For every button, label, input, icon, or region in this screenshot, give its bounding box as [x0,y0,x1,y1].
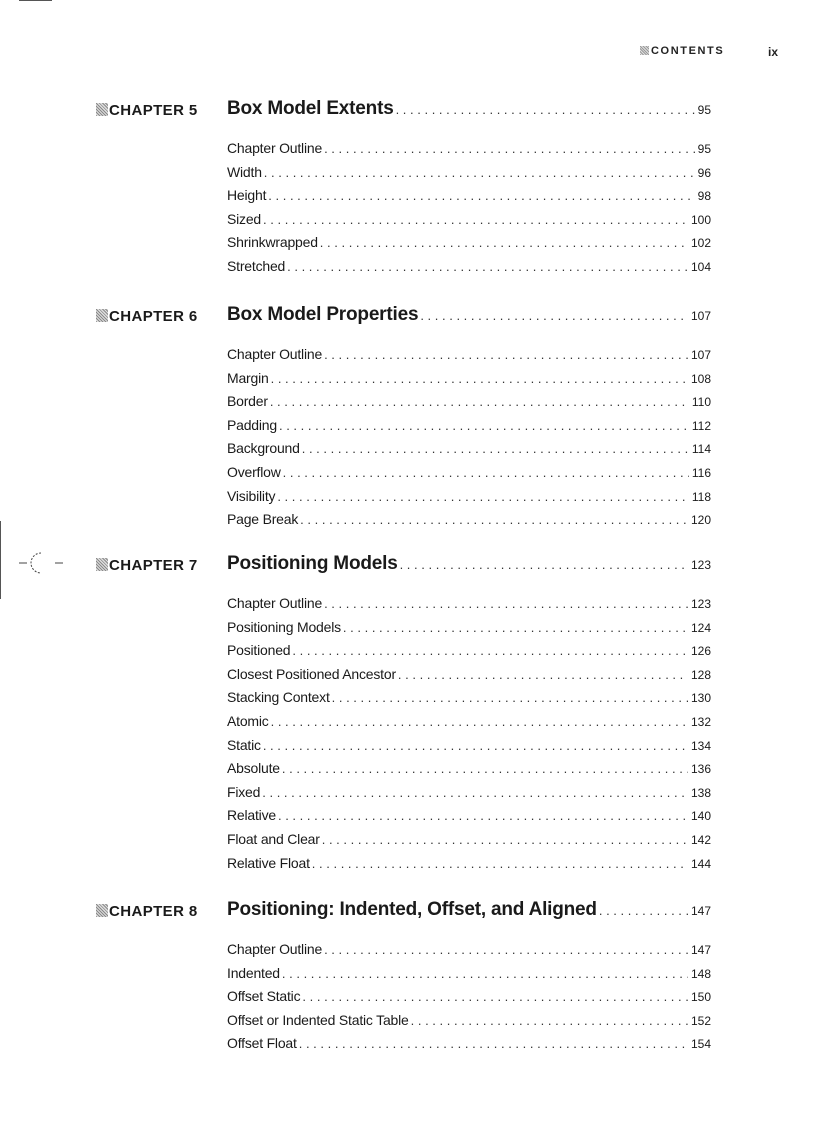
dot-leader [282,966,688,981]
entry-title: Atomic [227,712,269,729]
registration-mark-icon [19,550,63,576]
dot-leader [599,903,688,918]
toc-entry[interactable] [227,211,711,235]
chapter-label [96,308,198,325]
toc-entry[interactable] [227,1035,711,1059]
entry-title: Relative Float [227,854,310,871]
entry-list [227,140,711,282]
toc-entry[interactable] [227,164,711,188]
toc-entry[interactable] [227,807,711,831]
entry-title: Static [227,736,261,753]
chapter-page-number: 95 [697,103,711,117]
running-head [640,45,778,59]
toc-entry[interactable] [227,713,711,737]
dot-leader [268,188,694,203]
entry-page-number: 102 [690,236,711,251]
entry-page-number: 152 [690,1013,711,1028]
entry-page-number: 120 [690,513,711,528]
entry-page-number: 118 [691,489,711,504]
entry-page-number: 112 [691,418,711,433]
crop-mark-top [19,0,52,1]
dot-leader [312,856,688,871]
dot-leader [262,785,688,800]
toc-entry[interactable] [227,187,711,211]
entry-page-number: 104 [690,259,711,274]
dot-leader [332,690,688,705]
chapter-label [96,102,198,119]
gray-swatch-icon [96,904,108,917]
toc-entry[interactable] [227,511,711,535]
dot-leader [287,259,688,274]
chapter-page-number: 147 [690,904,711,918]
dot-leader [282,761,688,776]
entry-list [227,595,711,878]
entry-title: Page Break [227,511,299,528]
toc-entry[interactable] [227,346,711,370]
toc-entry[interactable] [227,760,711,784]
toc-entry[interactable] [227,689,711,713]
dot-leader [283,465,689,480]
dot-leader [322,832,688,847]
dot-leader [400,557,688,572]
dot-leader [270,394,689,409]
entry-page-number: 136 [690,762,711,777]
dot-leader [324,347,688,362]
chapter-heading[interactable] [227,304,711,328]
dot-leader [396,102,695,117]
dot-leader [302,989,688,1004]
entry-title: Width [227,163,262,180]
entry-page-number: 134 [690,738,711,753]
toc-entry[interactable] [227,417,711,441]
dot-leader [263,738,688,753]
dot-leader [420,308,688,323]
entry-title: Background [227,440,300,457]
entry-page-number: 123 [690,597,711,611]
entry-title: Relative [227,807,276,824]
entry-title: Chapter Outline [227,595,323,611]
entry-page-number: 132 [690,714,711,729]
entry-page-number: 108 [690,371,711,386]
entry-title: Float and Clear [227,830,320,847]
dot-leader [277,489,689,504]
toc-entry[interactable] [227,1012,711,1036]
dot-leader [324,141,695,156]
entry-page-number: 110 [691,395,711,410]
entry-list [227,346,711,535]
chapter-title: Positioning: Indented, Offset, and Aligned [227,899,597,920]
toc-entry[interactable] [227,941,711,965]
toc-entry[interactable] [227,855,711,879]
chapter-heading[interactable] [227,98,711,122]
dot-leader [299,1036,688,1051]
entry-page-number: 148 [690,966,711,981]
entry-title: Closest Positioned Ancestor [227,665,396,682]
entry-title: Chapter Outline [227,346,323,362]
entry-page-number: 140 [690,809,711,824]
entry-page-number: 100 [690,212,711,227]
entry-title: Positioning Models [227,618,341,635]
chapter-title: Positioning Models [227,553,398,574]
entry-page-number: 128 [690,667,711,682]
dot-leader [320,235,688,250]
toc-entry[interactable] [227,988,711,1012]
entry-title: Indented [227,964,280,981]
entry-title: Absolute [227,760,280,777]
dot-leader [271,371,688,386]
toc-entry[interactable] [227,140,711,164]
toc-entry[interactable] [227,440,711,464]
chapter-label [96,903,198,920]
dot-leader [271,714,688,729]
dot-leader [324,596,688,611]
entry-page-number: 116 [691,465,711,480]
toc-entry[interactable] [227,258,711,282]
chapter-title: Box Model Extents [227,98,394,119]
entry-title: Shrinkwrapped [227,234,318,251]
dot-leader [279,418,689,433]
entry-title: Offset Float [227,1035,297,1052]
page-folio: ix [767,45,778,59]
entry-page-number: 114 [691,442,711,457]
dot-leader [278,808,688,823]
toc-entry[interactable] [227,642,711,666]
chapter-title: Box Model Properties [227,304,419,325]
gray-swatch-icon [640,46,649,55]
chapter-label [96,557,198,574]
entry-title: Chapter Outline [227,941,323,957]
entry-title: Padding [227,416,277,433]
toc-entry[interactable] [227,831,711,855]
entry-title: Chapter Outline [227,140,323,156]
toc-entry[interactable] [227,234,711,258]
dot-leader [398,667,688,682]
chapter-number: CHAPTER 6 [109,308,198,325]
dot-leader [300,512,688,527]
toc-entry[interactable] [227,965,711,989]
entry-title: Stacking Context [227,689,330,706]
entry-title: Stretched [227,257,286,274]
entry-title: Offset Static [227,988,301,1005]
entry-page-number: 147 [690,943,711,957]
dot-leader [292,643,688,658]
dot-leader [343,620,688,635]
entry-page-number: 95 [697,142,711,156]
entry-title: Border [227,393,268,410]
entry-page-number: 150 [690,990,711,1005]
gray-swatch-icon [96,558,108,571]
chapter-page-number: 107 [690,309,711,323]
entry-page-number: 96 [697,165,711,180]
entry-page-number: 144 [690,856,711,871]
chapter-page-number: 123 [690,558,711,572]
entry-page-number: 126 [690,644,711,659]
dot-leader [302,441,689,456]
entry-title: Offset or Indented Static Table [227,1011,409,1028]
chapter-number: CHAPTER 8 [109,903,198,920]
entry-page-number: 107 [690,348,711,362]
chapter-heading[interactable] [227,553,711,577]
entry-page-number: 130 [690,691,711,706]
gray-swatch-icon [96,309,108,322]
entry-title: Margin [227,369,269,386]
entry-title: Height [227,187,267,204]
dot-leader [264,165,695,180]
entry-title: Fixed [227,783,261,800]
entry-title: Overflow [227,463,281,480]
toc-entry[interactable] [227,666,711,690]
entry-page-number: 154 [690,1037,711,1052]
toc-entry[interactable] [227,464,711,488]
chapter-number: CHAPTER 7 [109,557,198,574]
entry-title: Visibility [227,487,276,504]
gray-swatch-icon [96,103,108,116]
entry-page-number: 124 [690,620,711,635]
toc-entry[interactable] [227,393,711,417]
chapter-heading[interactable] [227,899,711,923]
toc-entry[interactable] [227,370,711,394]
toc-entry[interactable] [227,737,711,761]
chapter-number: CHAPTER 5 [109,102,198,119]
crop-mark-left [0,521,1,599]
toc-entry[interactable] [227,595,711,619]
dot-leader [263,212,688,227]
toc-entry[interactable] [227,488,711,512]
entry-page-number: 138 [690,785,711,800]
entry-list [227,941,711,1059]
toc-entry[interactable] [227,784,711,808]
dot-leader [411,1013,688,1028]
entry-title: Positioned [227,642,291,659]
toc-entry[interactable] [227,619,711,643]
entry-page-number: 142 [690,832,711,847]
dot-leader [324,942,688,957]
entry-page-number: 98 [697,189,711,204]
entry-title: Sized [227,210,262,227]
running-head-section: CONTENTS [651,45,725,57]
